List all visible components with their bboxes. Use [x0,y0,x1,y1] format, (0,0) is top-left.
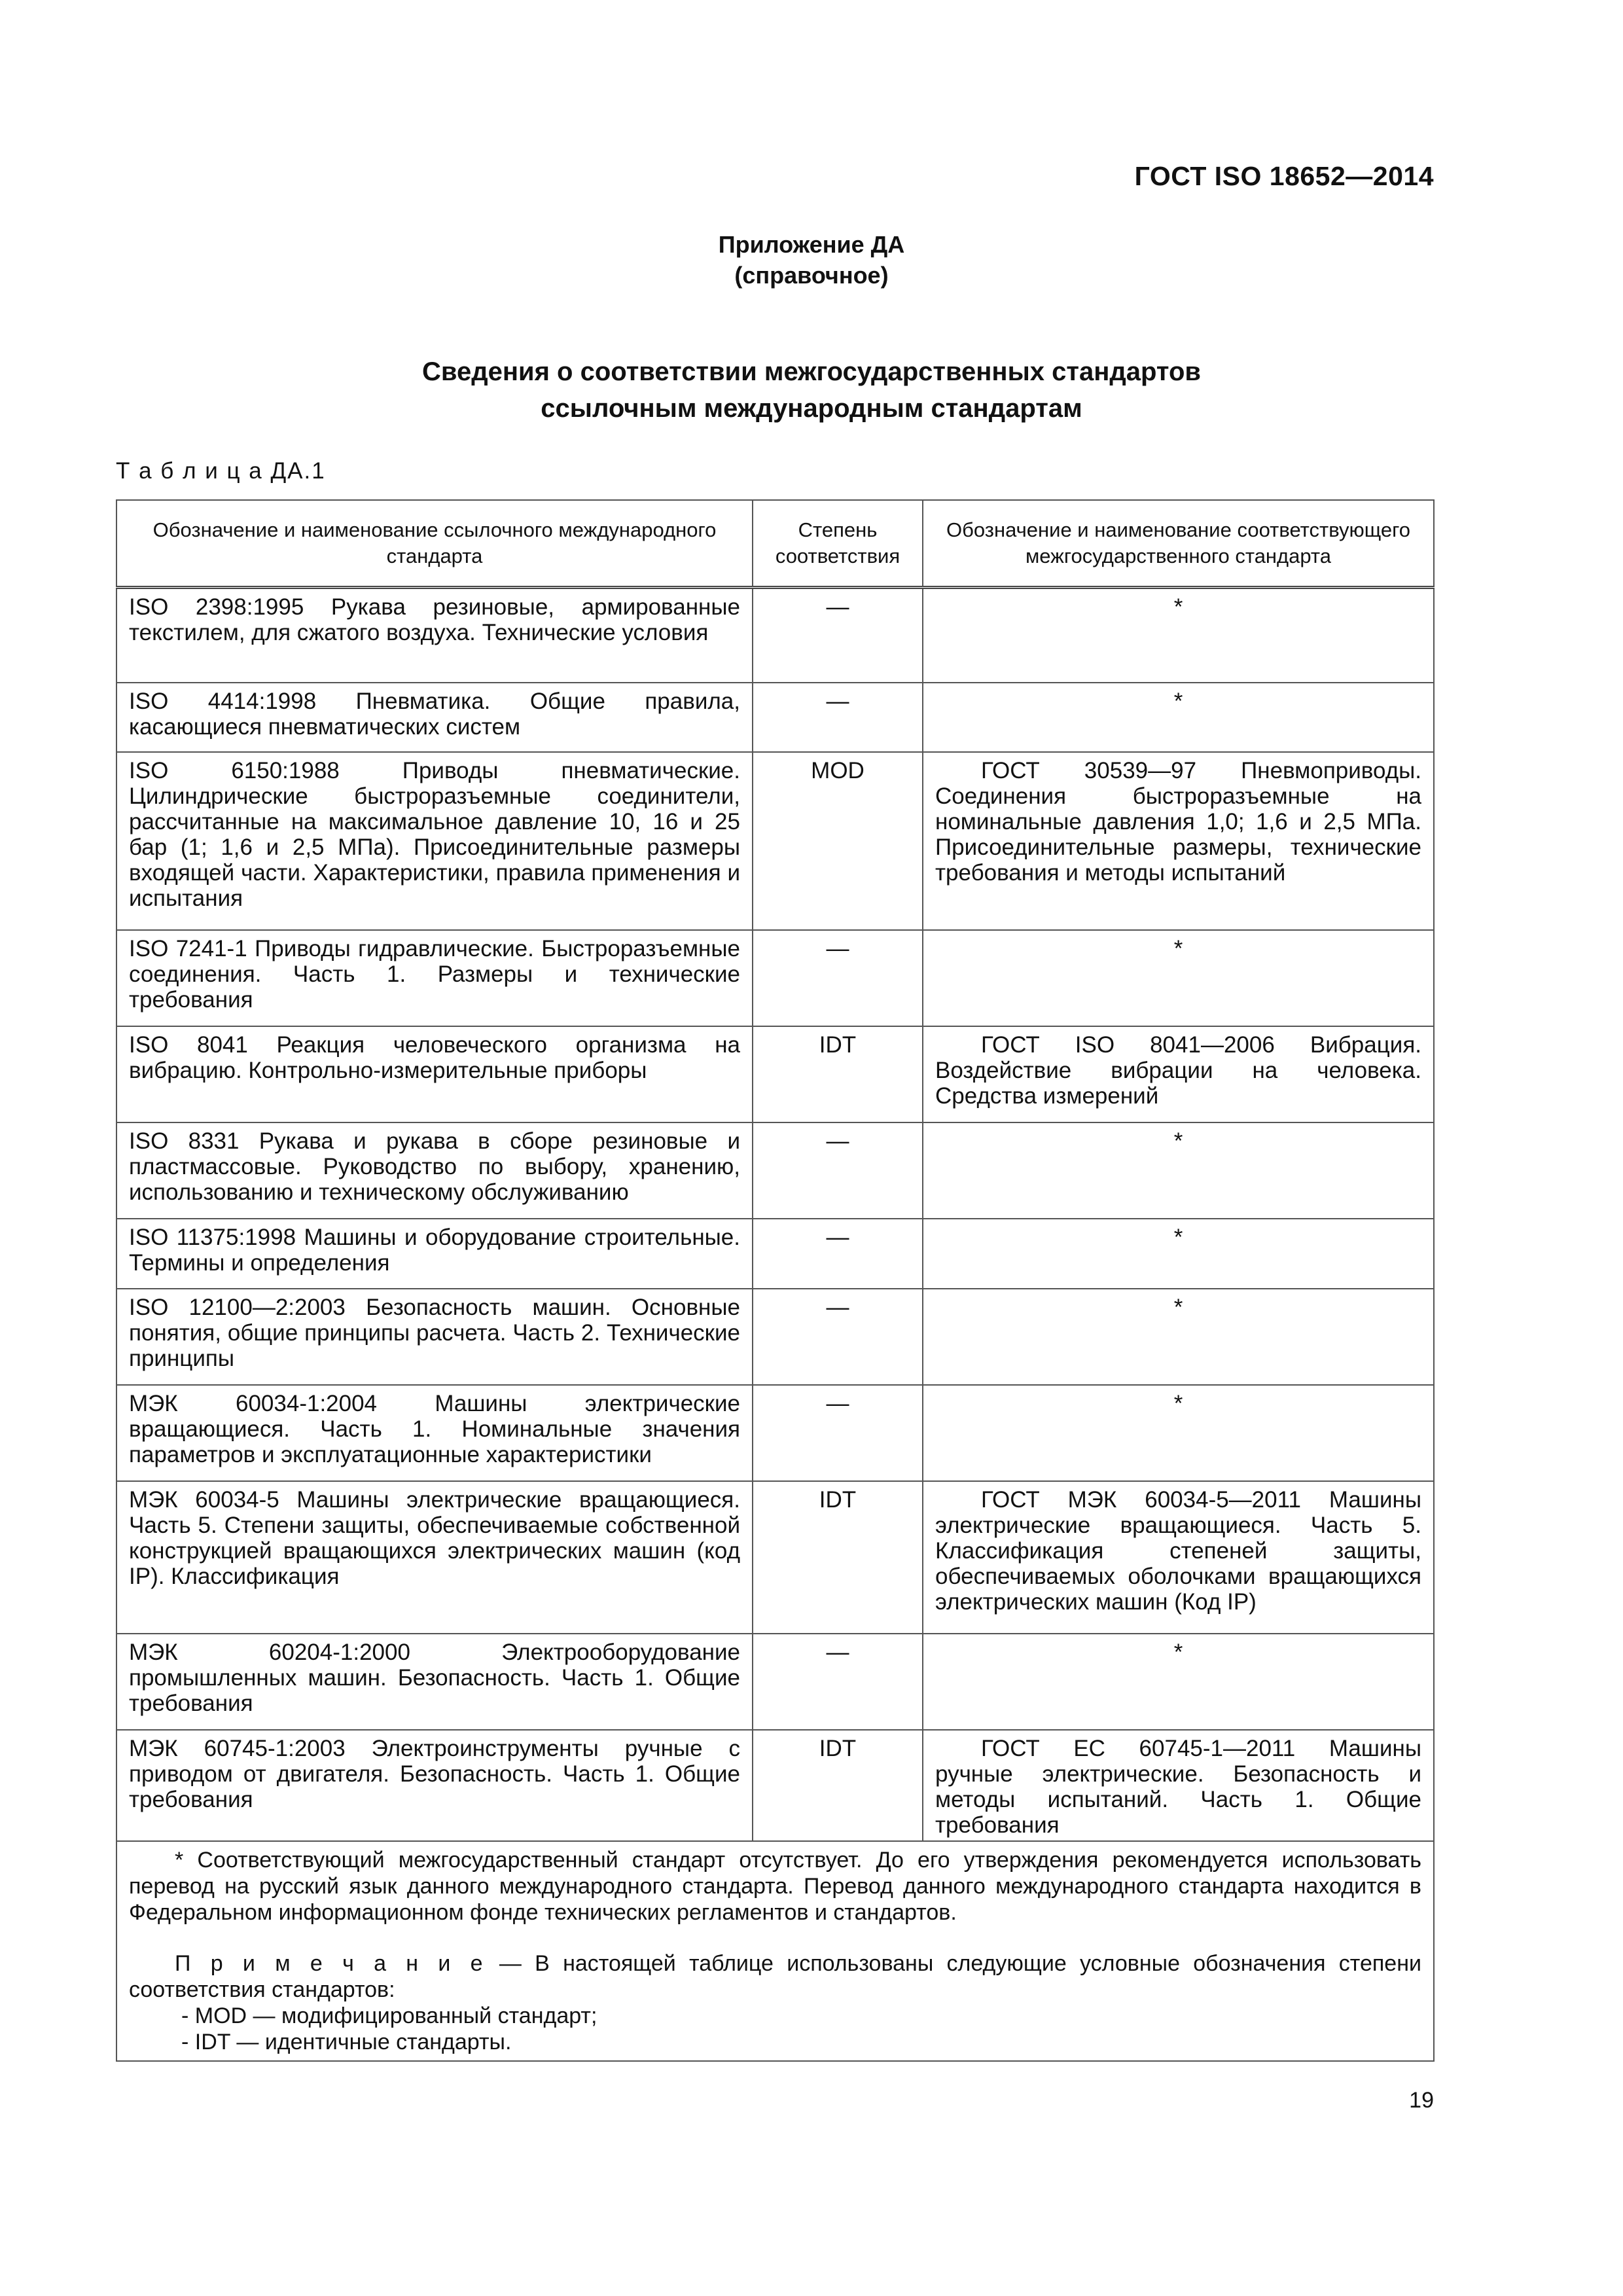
annex-title: Приложение ДА [718,231,905,258]
table-row [116,1481,1434,1634]
degree-cell: IDT [753,1026,923,1122]
table-row [116,1289,1434,1385]
page-number: 19 [1409,2088,1434,2113]
table-footnote: * Соответствующий межгосударственный стандарт отсутствует. До его утверждения рекомендуется использовать перевод на русский язык данного международного стандарта. Перевод данного международного стандарта находится в Федеральном информационном фонде технических регламентов и стандартов. [129,1847,1421,1925]
table-row [116,1730,1434,1841]
reference-standard-cell: МЭК 60034-5 Машины электрические вращающиеся. Часть 5. Степени защиты, обеспечиваемые собственной конструкцией вращающихся электрических машин (код IP). Классификация [116,1481,753,1634]
table-row [116,683,1434,752]
national-standard-cell: * [923,588,1434,683]
reference-standard-cell: ISO 7241-1 Приводы гидравлические. Быстроразъемные соединения. Часть 1. Размеры и технические требования [116,930,753,1026]
correspondence-table [116,499,1435,2062]
table-row [116,930,1434,1026]
degree-cell: — [753,1122,923,1219]
national-standard-cell: * [923,1289,1434,1385]
national-standard-cell: * [923,1122,1434,1219]
reference-standard-cell: МЭК 60204-1:2000 Электрооборудование промышленных машин. Безопасность. Часть 1. Общие требования [116,1634,753,1730]
table-row [116,1219,1434,1289]
degree-cell: MOD [753,752,923,930]
national-standard-cell: ГОСТ EC 60745-1—2011 Машины ручные электрические. Безопасность и методы испытаний. Часть 1. Общие требования [923,1730,1434,1841]
reference-standard-cell: ISO 12100—2:2003 Безопасность машин. Основные понятия, общие принципы расчета. Часть 2. Технические принципы [116,1289,753,1385]
title-line-2: ссылочным международным стандартам [541,394,1082,423]
reference-standard-cell: МЭК 60034-1:2004 Машины электрические вращающиеся. Часть 1. Номинальные значения параметров и эксплуатационные характеристики [116,1385,753,1481]
header-reference-standard: Обозначение и наименование ссылочного международного стандарта [116,500,753,588]
standard-code: ГОСТ ISO 18652—2014 [1134,161,1434,191]
table-footer-cell [116,1841,1434,2061]
table-row [116,588,1434,683]
table-row [116,1385,1434,1481]
header-degree: Степень соответствия [753,500,923,588]
reference-standard-cell: ISO 8041 Реакция человеческого организма на вибрацию. Контрольно-измерительные приборы [116,1026,753,1122]
table-caption: Т а б л и ц а ДА.1 [116,458,326,484]
degree-cell: IDT [753,1730,923,1841]
annex-subtitle: (справочное) [734,262,889,289]
table-row [116,1634,1434,1730]
reference-standard-cell: ISO 8331 Рукава и рукава в сборе резиновые и пластмассовые. Руководство по выбору, хранению, использованию и техническому обслуживанию [116,1122,753,1219]
national-standard-cell: * [923,1385,1434,1481]
degree-cell: — [753,930,923,1026]
page-title [0,353,1623,427]
degree-cell: — [753,588,923,683]
note-text: — В настоящей таблице использованы следующие условные обозначения степени соответствия стандартов: [129,1950,1421,2002]
degree-cell: — [753,1634,923,1730]
degree-cell: — [753,1385,923,1481]
national-standard-cell: * [923,683,1434,752]
reference-standard-cell: ISO 2398:1995 Рукава резиновые, армированные текстилем, для сжатого воздуха. Технические условия [116,588,753,683]
table-footer-row [116,1841,1434,2061]
degree-cell: — [753,1219,923,1289]
table-header-row [116,500,1434,588]
table-row [116,752,1434,930]
reference-standard-cell: ISO 4414:1998 Пневматика. Общие правила, касающиеся пневматических систем [116,683,753,752]
reference-standard-cell: МЭК 60745-1:2003 Электроинструменты ручные с приводом от двигателя. Безопасность. Часть 1. Общие требования [116,1730,753,1841]
national-standard-cell: ГОСТ ISO 8041—2006 Вибрация. Воздействие вибрации на человека. Средства измерений [923,1026,1434,1122]
table-row [116,1026,1434,1122]
table-note [129,1950,1421,2003]
table-row [116,1122,1434,1219]
reference-standard-cell: ISO 6150:1988 Приводы пневматические. Цилиндрические быстроразъемные соединители, рассчитанные на максимальное давление 10, 16 и 25 бар (1; 1,6 и 2,5 МПа). Присоединительные размеры входящей части. Характеристики, правила применения и испытания [116,752,753,930]
correspondence-table-wrapper [116,499,1433,2062]
degree-cell: — [753,683,923,752]
annex-heading [0,229,1623,291]
national-standard-cell: * [923,1634,1434,1730]
national-standard-cell: ГОСТ МЭК 60034-5—2011 Машины электрические вращающиеся. Часть 5. Классификация степеней защиты, обеспечиваемых оболочками вращающихся электрических машин (Код IP) [923,1481,1434,1634]
national-standard-cell: ГОСТ 30539—97 Пневмоприводы. Соединения быстроразъемные на номинальные давления 1,0; 1,6 и 2,5 МПа. Присоединительные размеры, технические требования и методы испытаний [923,752,1434,930]
national-standard-cell: * [923,930,1434,1026]
note-item-mod: - MOD — модифицированный стандарт; [181,2003,597,2028]
national-standard-cell: * [923,1219,1434,1289]
title-line-1: Сведения о соответствии межгосударственных стандартов [422,357,1201,386]
header-national-standard: Обозначение и наименование соответствующего межгосударственного стандарта [923,500,1434,588]
note-item-idt: - IDT — идентичные стандарты. [181,2029,512,2054]
degree-cell: — [753,1289,923,1385]
note-label: П р и м е ч а н и е [175,1950,486,1976]
degree-cell: IDT [753,1481,923,1634]
reference-standard-cell: ISO 11375:1998 Машины и оборудование строительные. Термины и определения [116,1219,753,1289]
